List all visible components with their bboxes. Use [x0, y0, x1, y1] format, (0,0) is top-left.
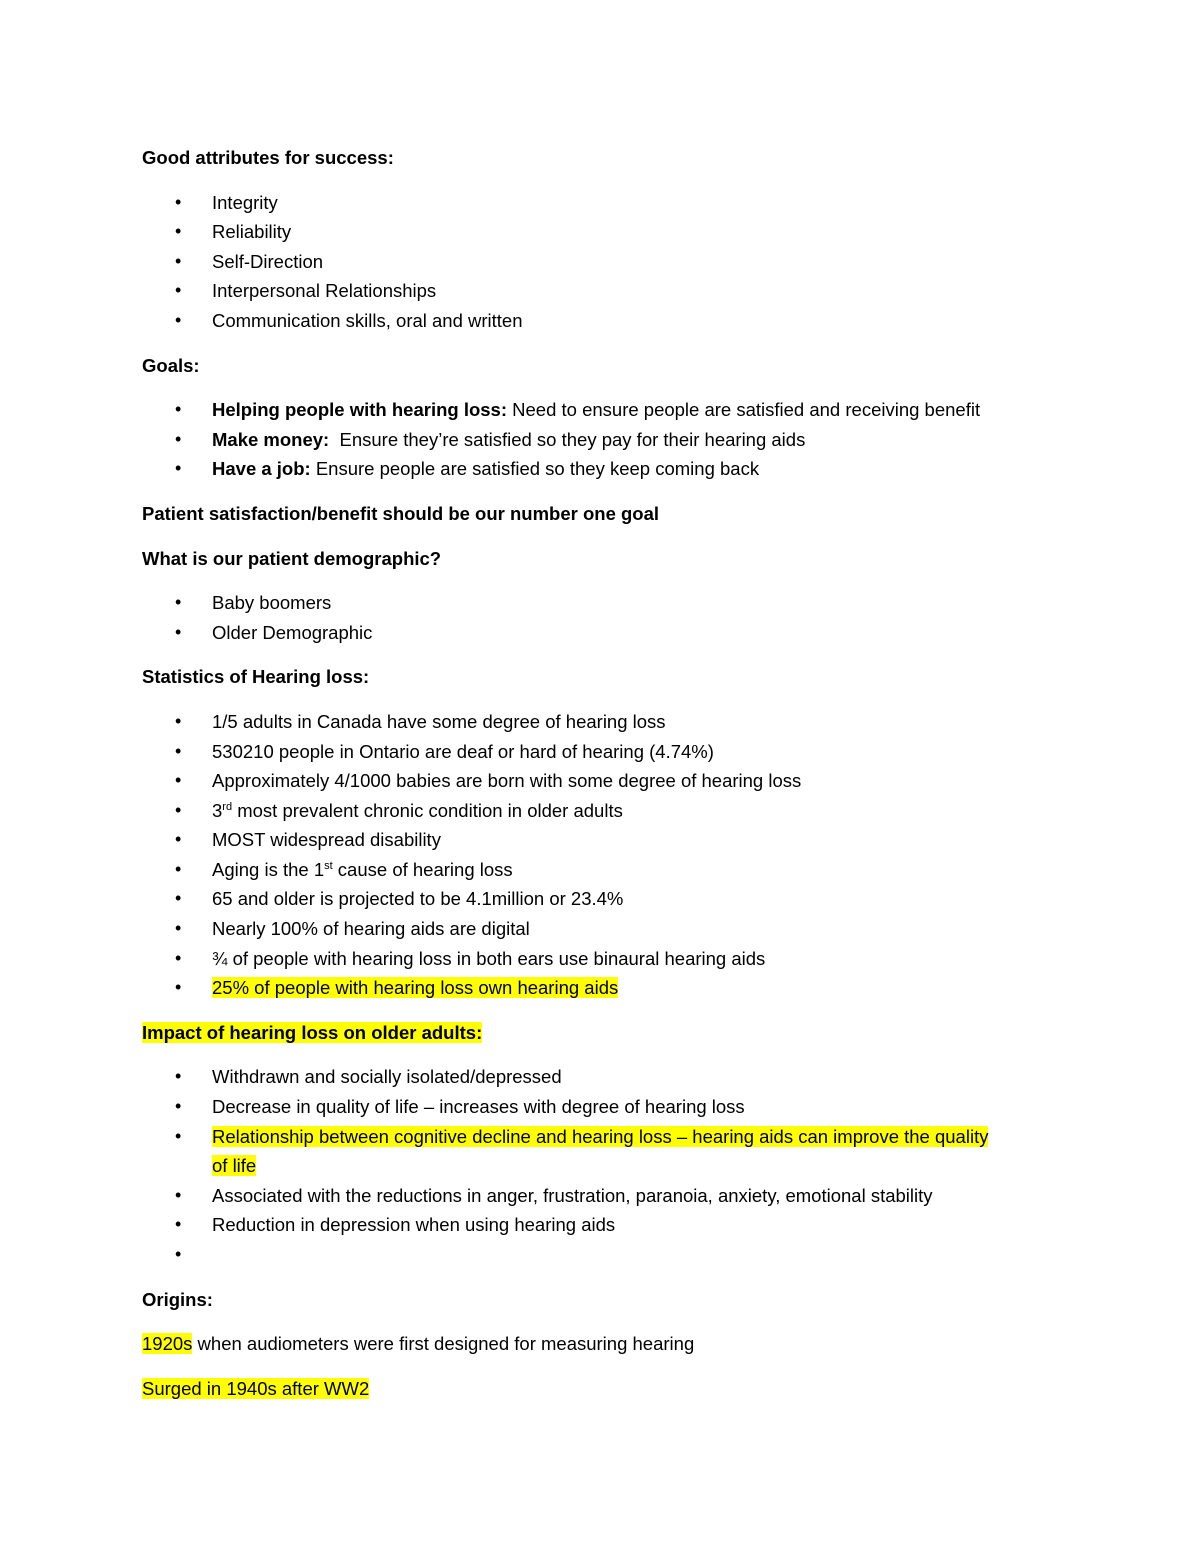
bullet-icon: • — [175, 799, 182, 820]
bullet-icon: • — [175, 947, 182, 968]
highlighted-text: Relationship between cognitive decline and hearing loss – hearing aids can improve the quality — [212, 1125, 989, 1147]
goals-heading: Goals: — [142, 354, 200, 376]
bullet-icon: • — [175, 977, 182, 998]
list-item: • Communication skills, oral and written — [142, 306, 1062, 336]
list-item: • Associated with the reductions in anger, frustration, paranoia, anxiety, emotional stability — [142, 1181, 1062, 1211]
bullet-icon: • — [175, 250, 182, 271]
list-item: • Withdrawn and socially isolated/depressed — [142, 1062, 1062, 1092]
list-item: • Decrease in quality of life – increases with degree of hearing loss — [142, 1092, 1062, 1122]
bullet-icon: • — [175, 770, 182, 791]
origins-heading: Origins: — [142, 1288, 213, 1310]
list-item: • Baby boomers — [142, 588, 1062, 618]
demographic-list — [142, 588, 1062, 647]
bullet-icon: • — [175, 191, 182, 212]
bullet-icon: • — [175, 280, 182, 301]
list-item: • ¾ of people with hearing loss in both ears use binaural hearing aids — [142, 944, 1062, 974]
goal-statement: Patient satisfaction/benefit should be our number one goal — [142, 502, 660, 524]
goals-list — [142, 395, 1062, 484]
list-item: • 3rd most prevalent chronic condition in older adults — [142, 796, 1062, 826]
bullet-icon: • — [175, 1244, 182, 1264]
bullet-icon: • — [175, 221, 182, 242]
statistics-list — [142, 707, 1062, 1003]
list-item: • 530210 people in Ontario are deaf or hard of hearing (4.74%) — [142, 737, 1062, 767]
bullet-icon: • — [175, 829, 182, 850]
list-item: • Nearly 100% of hearing aids are digital — [142, 914, 1062, 944]
list-item: • Self-Direction — [142, 247, 1062, 277]
attributes-heading: Good attributes for success: — [142, 147, 394, 168]
list-item — [142, 1240, 1062, 1270]
attributes-list — [142, 188, 1062, 336]
list-item: • 1/5 adults in Canada have some degree of hearing loss — [142, 707, 1062, 737]
bullet-icon: • — [175, 710, 182, 731]
highlighted-text: of life — [212, 1155, 257, 1177]
list-item: • Older Demographic — [142, 618, 1062, 648]
list-item: • Make money: Ensure they’re satisfied so they pay for their hearing aids — [142, 425, 1062, 455]
bullet-icon: • — [175, 740, 182, 761]
impact-heading: Impact of hearing loss on older adults: — [142, 1021, 483, 1043]
list-item — [142, 1122, 1062, 1181]
goal-label: Make money: — [212, 428, 330, 450]
origins-line-2 — [142, 1374, 1062, 1404]
bullet-icon: • — [175, 399, 182, 420]
demographic-heading: What is our patient demographic? — [142, 547, 442, 569]
list-item: • Interpersonal Relationships — [142, 276, 1062, 306]
bullet-icon: • — [175, 428, 182, 449]
bullet-icon: • — [175, 1214, 182, 1235]
bullet-icon: • — [175, 592, 182, 613]
list-item: • MOST widespread disability — [142, 825, 1062, 855]
bullet-icon: • — [175, 1125, 182, 1146]
bullet-icon: • — [175, 1096, 182, 1117]
list-item: • Integrity — [142, 188, 1062, 218]
list-item: • Helping people with hearing loss: Need to ensure people are satisfied and receiving benefit — [142, 395, 1062, 425]
bullet-icon: • — [175, 309, 182, 330]
highlighted-text: 25% of people with hearing loss own hearing aids — [212, 977, 619, 999]
bullet-icon: • — [175, 888, 182, 909]
impact-list — [142, 1062, 1062, 1269]
list-item: • 65 and older is projected to be 4.1million or 23.4% — [142, 884, 1062, 914]
list-item: • Reliability — [142, 217, 1062, 247]
highlighted-text: Surged in 1940s after WW2 — [142, 1377, 370, 1399]
bullet-icon: • — [175, 918, 182, 939]
list-item: • Have a job: Ensure people are satisfied so they keep coming back — [142, 454, 1062, 484]
list-item: • Aging is the 1st cause of hearing loss — [142, 855, 1062, 885]
list-item — [142, 973, 1062, 1003]
list-item: • Reduction in depression when using hearing aids — [142, 1210, 1062, 1240]
document-page — [142, 143, 1062, 1418]
bullet-icon: • — [175, 621, 182, 642]
statistics-heading: Statistics of Hearing loss: — [142, 666, 370, 688]
bullet-icon: • — [175, 458, 182, 479]
bullet-icon: • — [175, 1066, 182, 1087]
origins-line-1: 1920s when audiometers were first designed for measuring hearing — [142, 1333, 695, 1355]
highlighted-text: 1920s — [142, 1333, 193, 1355]
bullet-icon: • — [175, 1184, 182, 1205]
goal-label: Helping people with hearing loss: — [212, 399, 507, 421]
goal-label: Have a job: — [212, 458, 311, 480]
list-item: • Approximately 4/1000 babies are born with some degree of hearing loss — [142, 766, 1062, 796]
bullet-icon: • — [175, 858, 182, 879]
